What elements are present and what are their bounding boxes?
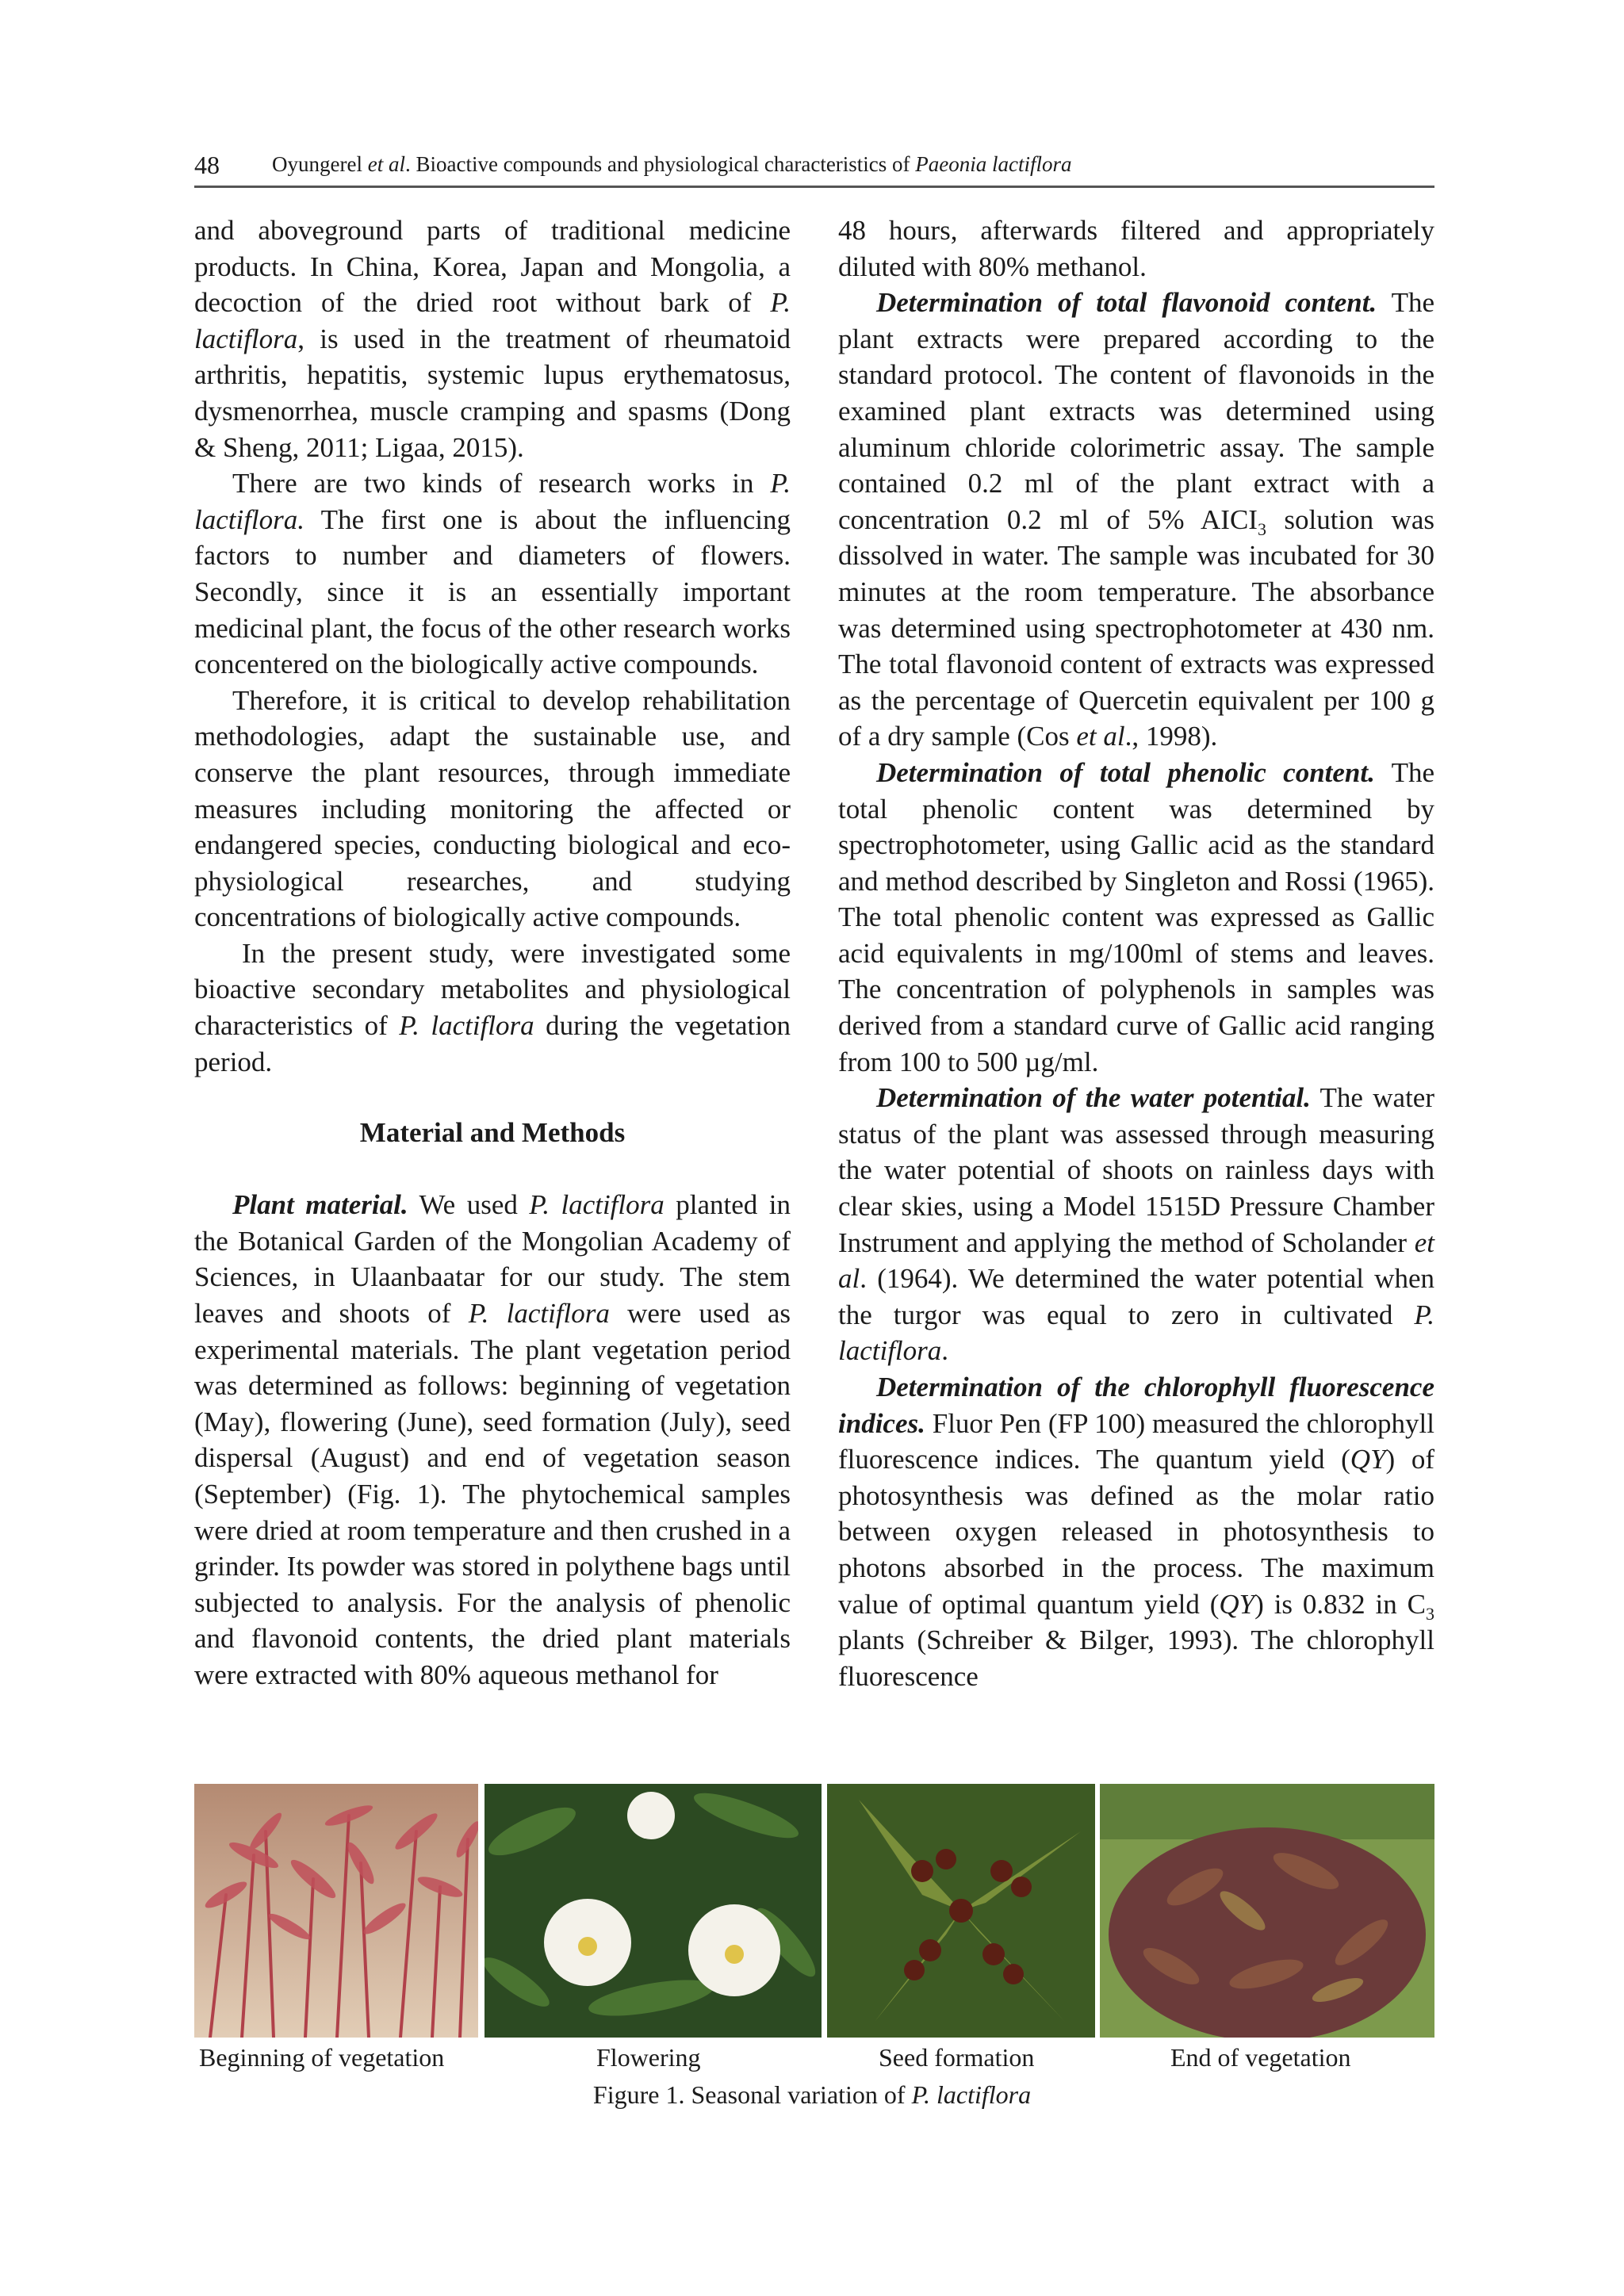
figure-1 (194, 1784, 1434, 2038)
paragraph: Determination of total flavonoid content. The plant extracts were prepared according to the standard protocol. The content of flavonoids in the examined plant extracts was determined using aluminum chloride colorimetric assay. The sample contained 0.2 ml of the plant extract with a concentration 0.2 ml of 5% $AICI_3$ solution was dissolved in water. The sample was incubated for 30 minutes at the room temperature. The absorbance was determined using spectrophotometer at 430 nm. The total flavonoid content of extracts was expressed as the percentage of Quercetin equivalent per 100 g of a dry sample (Cos et al., 1998). (838, 287, 1434, 752)
paragraph: Plant material. We used P. lactiflora planted in the Botanical Garden of the Mongolian Academy of Sciences, in Ulaanbaatar for our study. The stem leaves and shoots of P. lactiflora were used as experimental materials. The plant vegetation period was determined as follows: beginning of vegetation (May), flowering (June), seed formation (July), seed dispersal (August) and end of vegetation season (September) (Fig. 1). The phytochemical samples were dried at room temperature and then crushed in a grinder. Its powder was stored in polythene bags until subjected to analysis. For the analysis of phenolic and flavonoid contents, the dried plant materials were extracted with 80% aqueous methanol for (194, 1189, 791, 1690)
paragraph: 48 hours, afterwards filtered and appropriately diluted with 80% methanol. (838, 215, 1434, 282)
paragraph: and aboveground parts of traditional medicine products. In China, Korea, Japan and Mongolia, a decoction of the dried root without bark of P. lactiflora, is used in the treatment of rheumatoid arthritis, hepatitis, systemic lupus erythematosus, dysmenorrhea, muscle cramping and spasms (Dong & Sheng, 2011; Ligaa, 2015). (194, 215, 791, 463)
paragraph: There are two kinds of research works in P. lactiflora. The first one is about the influencing factors to number and diameters of flowers. Secondly, since it is an essentially important medicinal plant, the focus of the other research works concentered on the biologically active compounds. (194, 468, 791, 680)
figure-caption: Figure 1. Seasonal variation of P. lactiflora (592, 2080, 1032, 2109)
photo-flowering (485, 1784, 822, 2038)
paragraph: Determination of the chlorophyll fluorescence indices. Fluor Pen (FP 100) measured the chlorophyll fluorescence indices. The quantum yield (QY) of photosynthesis was defined as the molar ratio between oxygen released in photosynthesis to photons absorbed in the process. The maximum value of optimal quantum yield (QY) is 0.832 in $C_3$ plants (Schreiber & Bilger, 1993). The chlorophyll fluorescence (838, 1372, 1434, 1692)
paragraph: Determination of the water potential. The water status of the plant was assessed through measuring the water potential of shoots on rainless days with clear skies, using a Model 1515D Pressure Chamber Instrument and applying the method of Scholander et al. (1964). We determined the water potential when the turgor was equal to zero in cultivated P. lactiflora. (838, 1082, 1434, 1367)
photo-seed-formation (827, 1784, 1095, 2038)
photo-beginning-of-vegetation (194, 1784, 478, 2038)
photo-end-of-vegetation (1100, 1784, 1434, 2038)
photo-label: Seed formation (879, 2043, 1035, 2072)
paragraph: In the present study, were investigated some bioactive secondary metabolites and physiological characteristics of P. lactiflora during the vegetation period. (194, 937, 791, 1077)
paragraph: Determination of total phenolic content. The total phenolic content was determined by spectrophotometer, using Gallic acid as the standard and method described by Singleton and Rossi (1965). The total phenolic content was expressed as Gallic acid equivalents in mg/100ml of stems and leaves. The concentration of polyphenols in samples was derived from a standard curve of Gallic acid ranging from 100 to 500 µg/ml. (838, 756, 1434, 1077)
photo-label: Flowering (596, 2043, 701, 2072)
photo-label: Beginning of vegetation (199, 2043, 445, 2072)
left-column (194, 212, 791, 1693)
photo-label: End of vegetation (1170, 2043, 1351, 2072)
running-head: Oyungerel et al. Bioactive compounds and physiological characteristics of Paeonia lactiflora (272, 152, 1072, 176)
right-column (838, 212, 1434, 1694)
page-header (194, 149, 1434, 188)
section-heading: Material and Methods (359, 1117, 626, 1149)
page-number: 48 (194, 151, 220, 179)
paragraph: Therefore, it is critical to develop rehabilitation methodologies, adapt the sustainable use, and conserve the plant resources, through immediate measures including monitoring the affected or endangered species, conducting biological and eco-physiological researches, and studying concentrations of biologically active compounds. (194, 684, 791, 933)
